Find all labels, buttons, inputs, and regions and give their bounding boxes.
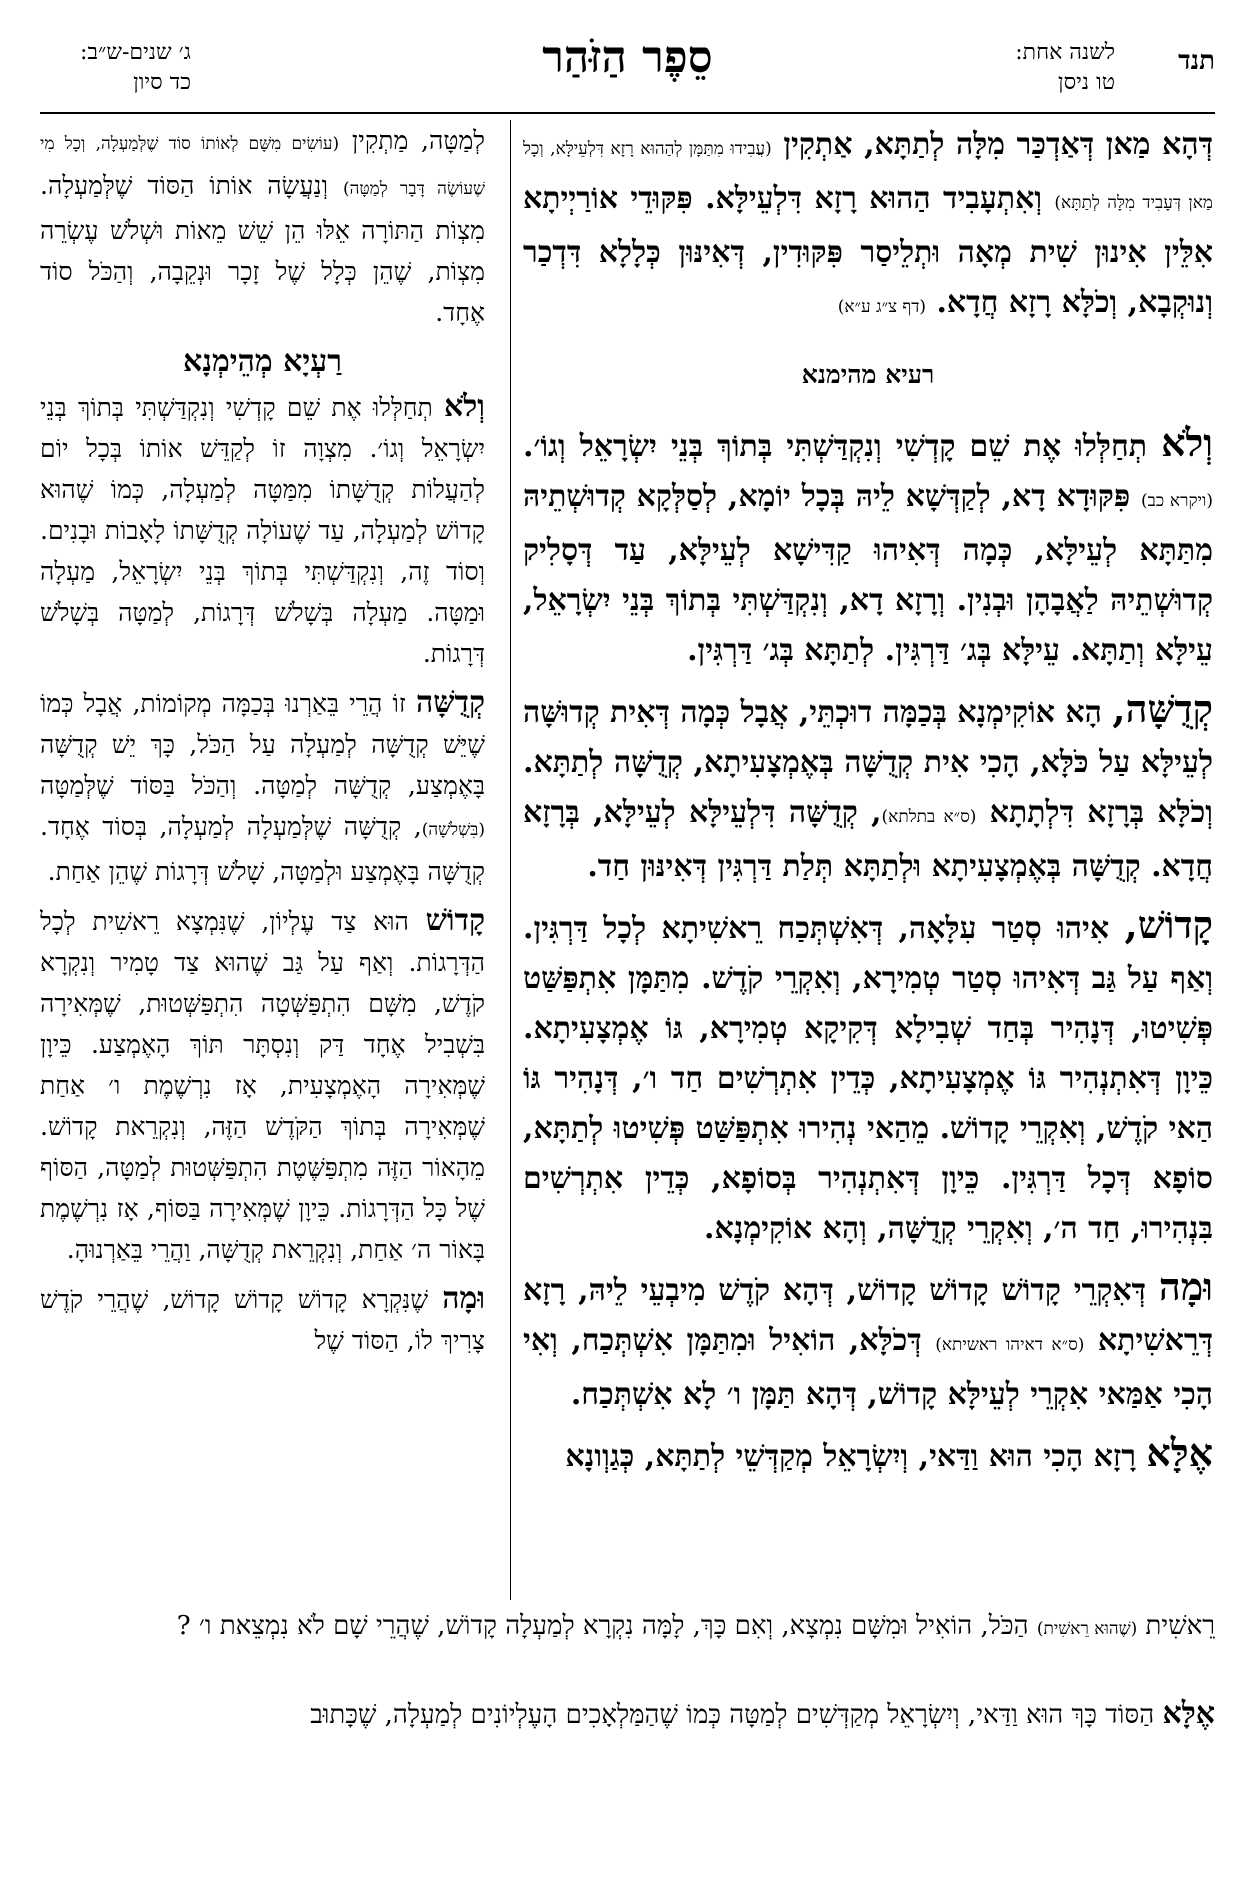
paragraph: וְלֹא תְחַלְּלוּ אֶת שֵׁם קָדְשִׁי וְנִקְדַּשְׁתִּי בְּתוֹךְ בְּנֵי יִשְׂרָאֵל וְגוֹ׳. (ויקרא כב) פִּקּוּדָא דָא, לְקַדְּשָׁא לֵיהּ בְּכָל יוֹמָא, לְסַלְּקָא קְדוּשְׁתֵיהּ מִתַּתָּא לְעֵילָּא, כְּמָה דְּאִיהוּ קַדִּישָׁא לְעֵילָּא, עַד דְּסָלִיק קְדוּשְׁתֵיהּ לַאֲבָהָן וּבְנִין. וְרָזָא דָא, וְנִקְדַּשְׁתִּי בְּתוֹךְ בְּנֵי יִשְׂרָאֵל, עֵילָּא וְתַתָּא. עֵילָּא בְּג׳ דַּרְגִּין. לְתַתָּא בְּג׳ דַּרְגִּין. [523, 420, 1213, 668]
section-heading: רַעְיָא מְהֵימְנָא [183, 344, 342, 379]
paragraph: דְּהָא מַאן דְּאַדְכַּר מִלָּה לְתַתָּא, אַתְקִין (עֲבִידוּ מִתַּמָּן לְהַהוּא רָזָא דִּלְעֵילָּא, וְכָל מַאן דְּעָבִיד מִלָּה לְתַתָּא) וְאִתְעָבִיד הַהוּא רָזָא דִּלְעֵילָּא. פִּקּוּדֵי אוֹרַיְיתָא אִלֵּין אִינוּן שִׁית מְאָה וּתְלֵיסַר פִּקּוּדִין, דְּאִינּוּן כְּלָלָא דִּדְכַר וְנוּקְבָא, וְכֹלָּא רָזָא חֲדָא. (דף צ״ג ע״א) [523, 127, 1213, 320]
note: (ס״א בתלתא) [881, 807, 977, 827]
note: (בִּשְׁלֹשָׁה) [421, 820, 485, 840]
aramaic-column [523, 120, 1213, 1490]
paragraph: קָדוֹשׁ, אִיהוּ סְטַר עִלָּאָה, דְּאִשְׁתְּכַח רֵאשִׁיתָא לְכָל דַּרְגִּין. וְאַף עַל גַּב דְּאִיהוּ סְטַר טְמִירָא, וְאִקְרֵי קֹדֶשׁ. מִתַּמָּן אִתְפַּשַּׁט פְּשִׁיטוּ, דְּנָהִיר בְּחַד שְׁבִילָא דְּקִיקָא טְמִירָא, גּוֹ אֶמְצָעִיתָא. כֵּיוָן דְּאִתְנְהִיר גּוֹ אֶמְצָעִיתָא, כְּדֵין אִתְרְשִׁים חַד ו׳, דְּנָהִיר גּוֹ הַאי קֹדֶשׁ, וְאִקְרֵי קָדוֹשׁ. מֵהַאי נְהִירוּ אִתְפַּשַּׁט פְּשִׁיטוּ לְתַתָּא, סוֹפָא דְּכָל דַּרְגִּין. כֵּיוָן דְּאִתְנְהִיר בְּסוֹפָא, כְּדֵין אִתְרְשִׁים בִּנְהִירוּ, חַד ה׳, וְאִקְרֵי קְדֻשָּׁה, וְהָא אוֹקִימְנָא. [523, 902, 1213, 1246]
verse-ref: (ויקרא כב) [1141, 491, 1213, 511]
note: (ס״א דאיהו ראשיתא) [935, 1335, 1085, 1355]
opening-word: וּמָה [442, 1281, 485, 1316]
note: (עֲבִידוּ מִתַּמָּן לְהַהוּא רָזָא דִּלְעֵילָּא, וְכָל מַאן דְּעָבִיד מִלָּה לְתַתָּא) [523, 139, 1213, 213]
book-title: סֵפֶר הַזֹּהַר [542, 32, 713, 83]
opening-word: קְדֻשָּׁה [416, 685, 485, 720]
page-header [40, 28, 1215, 108]
bottom-continuation-line: אֶלָּא הַסּוֹד כָּךְ הוּא וַדַּאי, וְיִשְׂרָאֵל מְקַדְּשִׁים לְמַטָּה כְּמוֹ שֶׁהַמַּלְאָכִים הָעֶלְיוֹנִים לְמַעְלָה, שֶׁכָּתוּב [310, 1696, 1215, 1731]
opening-word: קָדוֹשׁ [425, 903, 485, 938]
schedule-label: ג׳ שנים-ש״ב: [80, 40, 191, 65]
opening-word: קָדוֹשׁ, [1124, 902, 1213, 947]
paragraph: קְדֻשָּׁה, הָא אוֹקִימְנָא בְּכַמָּה דוּכְתֵּי, אֲבָל כְּמָה דְּאִית קְדוּשָּׁה לְעֵילָּא עַל כֹּלָּא, הָכִי אִית קְדֻשָּׁה בְּאֶמְצָעִיתָא, קְדֻשָּׁה לְתַתָּא. וְכֹלָּא בְּרָזָא דִּלְתָתָא (ס״א בתלתא), קְדֻשָּׁה דִּלְעֵילָּא לְעֵילָּא, בְּרָזָא חֲדָא. קְדֻשָּׁה בְּאֶמְצָעִיתָא וּלְתַתָּא תְּלַת דַּרְגִּין דְּאִינּוּן חַד. [523, 686, 1213, 884]
page-ref: (דף צ״ג ע״א) [837, 297, 926, 317]
opening-word: וְלֹא [444, 389, 485, 424]
schedule-date: טו ניסן [1058, 70, 1115, 95]
opening-word: אֶלָּא [1146, 1430, 1213, 1475]
paragraph: לְמַטָּה, מַתְקִין (עוֹשִׂים מִשָּׁם לְאוֹתוֹ סוֹד שֶׁלְּמַעְלָה, וְכָל מִי שֶׁעוֹשֶׂה דָּבָר לְמַטָּה) וְנַעֲשָׂה אוֹתוֹ הַסּוֹד שֶׁלְּמַעְלָה. מִצְוֹת הַתּוֹרָה אֵלּוּ הֵן שֵׁשׁ מֵאוֹת וּשְׁלֹשׁ עֶשְׂרֵה מִצְוֹת, שֶׁהֵן כְּלָל שֶׁל זָכָר וּנְקֵבָה, וְהַכֹּל סוֹד אֶחָד. [40, 126, 485, 327]
paragraph: וּמָה שֶׁנִּקְרָא קָדוֹשׁ קָדוֹשׁ קָדוֹשׁ, שֶׁהֲרֵי קֹדֶשׁ צָרִיךְ לוֹ, הַסּוֹד שֶׁל [40, 1281, 485, 1355]
paragraph: וּמָה דְּאִקְרֵי קָדוֹשׁ קָדוֹשׁ קָדוֹשׁ, דְּהָא קֹדֶשׁ מִיבְעֵי לֵיהּ, רָזָא דְּרֵאשִׁיתָא (ס״א דאיהו ראשיתא) דְּכֹלָּא, הוֹאִיל וּמִתַּמָּן אִשְׁתְּכַח, וְאִי הָכִי אַמַּאי אִקְרֵי לְעֵילָּא קָדוֹשׁ, דְּהָא תַּמָּן ו׳ לָא אִשְׁתְּכַח. [523, 1264, 1213, 1412]
opening-word: קְדֻשָּׁה, [1112, 686, 1213, 731]
bottom-continuation-line: רֵאשִׁית (שֶׁהוּא רֵאשִׁית) הַכֹּל, הוֹאִיל וּמִשָּׁם נִמְצָא, וְאִם כָּךְ, לָמָּה נִקְרָא לְמַעְלָה קָדוֹשׁ, שֶׁהֲרֵי שָׁם לֹא נִמְצֵאת ו׳ ? [176, 1611, 1215, 1641]
note: (שֶׁהוּא רֵאשִׁית) [1036, 1619, 1138, 1639]
hebrew-translation-column [40, 120, 485, 1369]
schedule-label: לשנה אחת: [1015, 40, 1115, 65]
opening-word: וּמָה [1158, 1264, 1213, 1309]
paragraph: וְלֹא תְחַלְּלוּ אֶת שֵׁם קָדְשִׁי וְנִקְדַּשְׁתִּי בְּתוֹךְ בְּנֵי יִשְׂרָאֵל וְגוֹ׳. מִצְוָה זוֹ לְקַדֵּשׁ אוֹתוֹ בְּכָל יוֹם לְהַעֲלוֹת קְדֻשָּׁתוֹ מִמַּטָּה לְמַעְלָה, כְּמוֹ שֶׁהוּא קָדוֹשׁ לְמַעְלָה, עַד שֶׁעוֹלָה קְדֻשָּׁתוֹ לָאָבוֹת וּבָנִים. וְסוֹד זֶה, וְנִקְדַּשְׁתִּי בְּתוֹךְ בְּנֵי יִשְׂרָאֵל, מַעְלָה וּמַטָּה. מַעְלָה בְּשָׁלֹשׁ דְּרָגוֹת, לְמַטָּה בְּשָׁלֹשׁ דְּרָגוֹת. [40, 389, 485, 668]
note: (עוֹשִׂים מִשָּׁם לְאוֹתוֹ סוֹד שֶׁלְּמַעְלָה, וְכָל מִי שֶׁעוֹשֶׂה דָּבָר לְמַטָּה) [40, 134, 485, 199]
reading-schedule-three-year [80, 38, 191, 98]
paragraph: קָדוֹשׁ הוּא צַד עֶלְיוֹן, שֶׁנִּמְצָא רֵאשִׁית לְכָל הַדְּרָגוֹת. וְאַף עַל גַּב שֶׁהוּא צַד טָמִיר וְנִקְרָא קֹדֶשׁ, מִשָּׁם הִתְפַּשְּׁטָה הִתְפַּשְּׁטוּת, שֶׁמְּאִירָה בִּשְׁבִיל אֶחָד דַּק וְנִסְתָּר תּוֹךְ הָאֶמְצַע. כֵּיוָן שֶׁמְּאִירָה הָאֶמְצָעִית, אָז נִרְשֶׁמֶת ו׳ אַחַת שֶׁמְּאִירָה בְּתוֹךְ הַקֹּדֶשׁ הַזֶּה, וְנִקְרֵאת קָדוֹשׁ. מֵהָאוֹר הַזֶּה מִתְפַּשֶּׁטֶת הִתְפַּשְּׁטוּת לְמַטָּה, הַסּוֹף שֶׁל כָּל הַדְּרָגוֹת. כֵּיוָן שֶׁמְּאִירָה בַּסּוֹף, אָז נִרְשֶׁמֶת בָּאוֹר ה׳ אַחַת, וְנִקְרֵאת קְדֻשָּׁה, וַהֲרֵי בֵּאַרְנוּהָ. [40, 903, 485, 1264]
opening-word: אֶלָּא [1162, 1696, 1215, 1731]
section-heading: רעיא מהימנא [801, 360, 935, 389]
paragraph: קְדֻשָּׁה זוֹ הֲרֵי בֵּאַרְנוּ בְּכַמָּה מְקוֹמוֹת, אֲבָל כְּמוֹ שֶׁיֵּשׁ קְדֻשָּׁה לְמַעְלָה עַל הַכֹּל, כָּךְ יֵשׁ קְדֻשָּׁה בָּאֶמְצַע, קְדֻשָּׁה לְמַטָּה. וְהַכֹּל בַּסּוֹד שֶׁלְּמַטָּה (בִּשְׁלֹשָׁה), קְדֻשָּׁה שֶׁלְּמַעְלָה לְמַעְלָה, בְּסוֹד אֶחָד. קְדֻשָּׁה בָּאֶמְצַע וּלְמַטָּה, שָׁלֹשׁ דְּרָגוֹת שֶׁהֵן אַחַת. [40, 685, 485, 886]
header-rule [40, 112, 1215, 114]
opening-word: וְלֹא [1161, 420, 1213, 465]
paragraph: אֶלָּא רָזָא הָכִי הוּא וַדַּאי, וְיִשְׂרָאֵל מְקַדְּשֵׁי לְתַתָּא, כְּגַוְונָא [565, 1430, 1213, 1475]
column-divider [510, 120, 511, 1600]
page-number: תנד [1178, 46, 1215, 76]
schedule-date: כד סיון [133, 70, 191, 95]
